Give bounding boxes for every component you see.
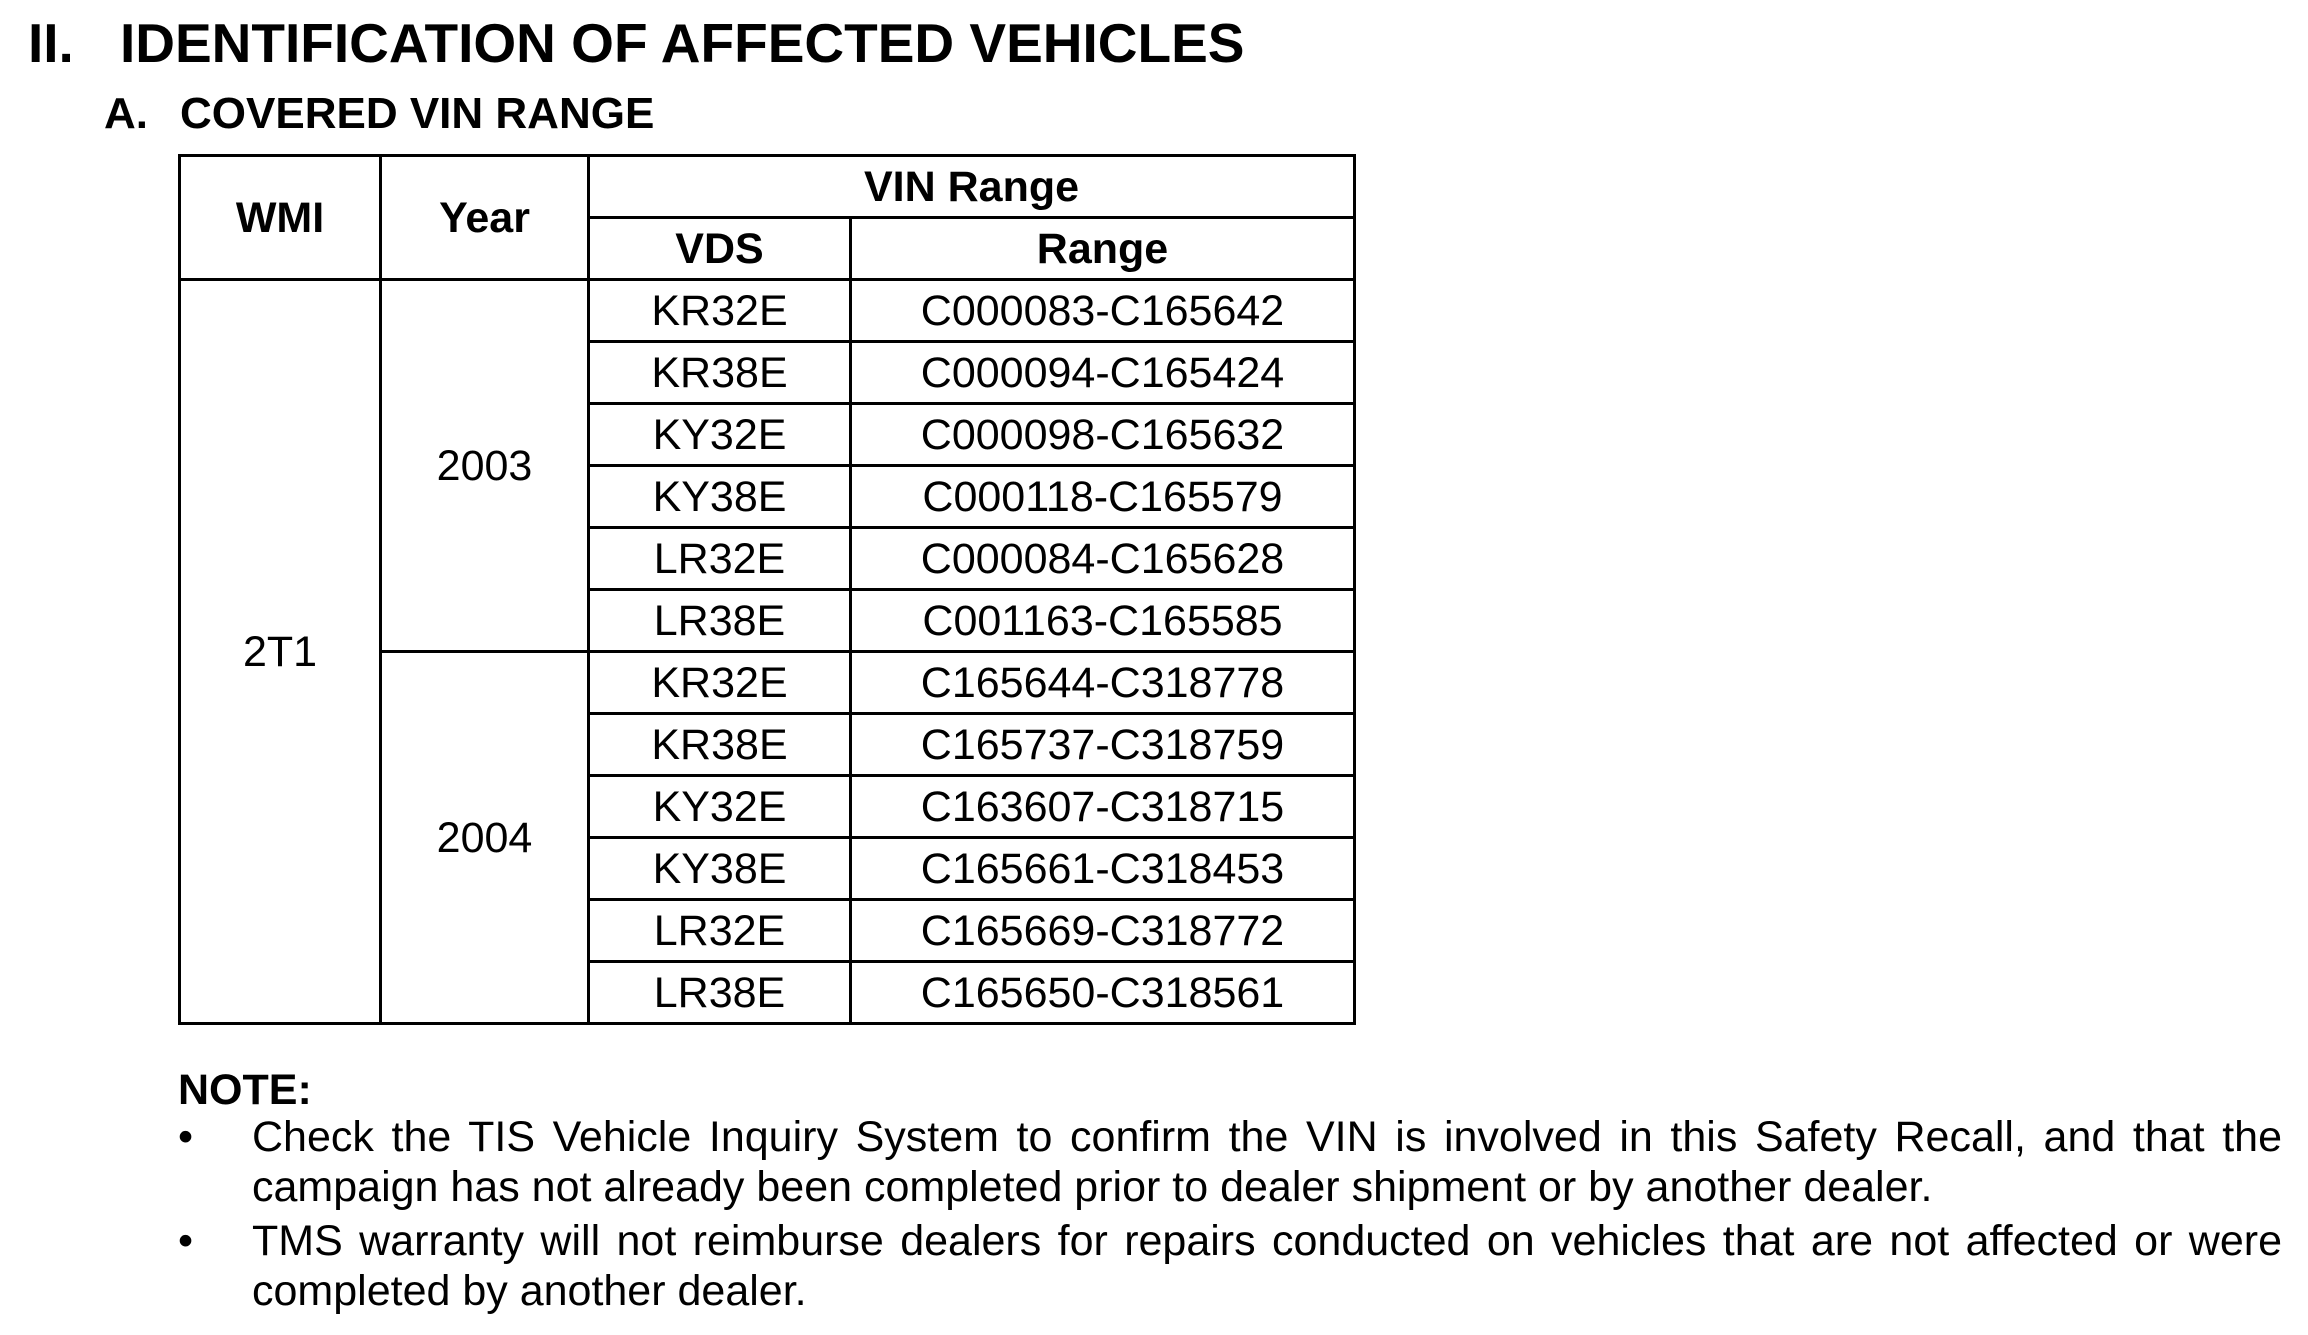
list-item xyxy=(178,1216,2282,1316)
subsection-heading xyxy=(104,86,654,142)
header-wmi: WMI xyxy=(180,156,381,280)
bullet-icon: • xyxy=(178,1113,194,1161)
wmi-cell: 2T1 xyxy=(180,280,381,1024)
header-year: Year xyxy=(381,156,589,280)
range-cell: C165650-C318561 xyxy=(851,962,1355,1024)
vds-cell: KY32E xyxy=(589,776,851,838)
range-cell: C000118-C165579 xyxy=(851,466,1355,528)
range-cell: C000094-C165424 xyxy=(851,342,1355,404)
range-cell: C000083-C165642 xyxy=(851,280,1355,342)
header-row xyxy=(180,156,1355,218)
vds-cell: LR38E xyxy=(589,590,851,652)
vds-cell: LR32E xyxy=(589,528,851,590)
table-header xyxy=(180,156,1355,280)
note-list xyxy=(178,1112,2282,1320)
table-row xyxy=(180,280,1355,342)
section-heading xyxy=(28,10,1244,76)
vds-cell: KR38E xyxy=(589,342,851,404)
range-cell: C165644-C318778 xyxy=(851,652,1355,714)
range-cell: C000098-C165632 xyxy=(851,404,1355,466)
note-text: TMS warranty will not reimburse dealers for repairs conducted on vehicles that are not affected or were completed by another dealer. xyxy=(252,1217,2282,1315)
range-cell: C165661-C318453 xyxy=(851,838,1355,900)
vds-cell: LR38E xyxy=(589,962,851,1024)
vds-cell: KY38E xyxy=(589,838,851,900)
vds-cell: KY32E xyxy=(589,404,851,466)
vds-cell: KY38E xyxy=(589,466,851,528)
table-body xyxy=(180,280,1355,1024)
bullet-icon: • xyxy=(178,1217,194,1265)
range-cell: C165737-C318759 xyxy=(851,714,1355,776)
header-range: Range xyxy=(851,218,1355,280)
vin-range-table xyxy=(178,154,1356,1025)
vds-cell: KR32E xyxy=(589,652,851,714)
vds-cell: KR38E xyxy=(589,714,851,776)
range-cell: C165669-C318772 xyxy=(851,900,1355,962)
year-cell: 2004 xyxy=(381,652,589,1024)
section-title: IDENTIFICATION OF AFFECTED VEHICLES xyxy=(120,12,1245,74)
header-vds: VDS xyxy=(589,218,851,280)
note-label: NOTE: xyxy=(178,1066,312,1114)
year-cell: 2003 xyxy=(381,280,589,652)
range-cell: C163607-C318715 xyxy=(851,776,1355,838)
header-vin-range: VIN Range xyxy=(589,156,1355,218)
section-number: II. xyxy=(28,12,74,74)
note-text: Check the TIS Vehicle Inquiry System to confirm the VIN is involved in this Safety Recall, and that the campaign has not already been completed prior to dealer shipment or by another dealer. xyxy=(252,1113,2282,1211)
range-cell: C001163-C165585 xyxy=(851,590,1355,652)
subsection-title: COVERED VIN RANGE xyxy=(180,89,655,138)
vds-cell: LR32E xyxy=(589,900,851,962)
list-item xyxy=(178,1112,2282,1212)
range-cell: C000084-C165628 xyxy=(851,528,1355,590)
subsection-letter: A. xyxy=(104,89,148,138)
vds-cell: KR32E xyxy=(589,280,851,342)
